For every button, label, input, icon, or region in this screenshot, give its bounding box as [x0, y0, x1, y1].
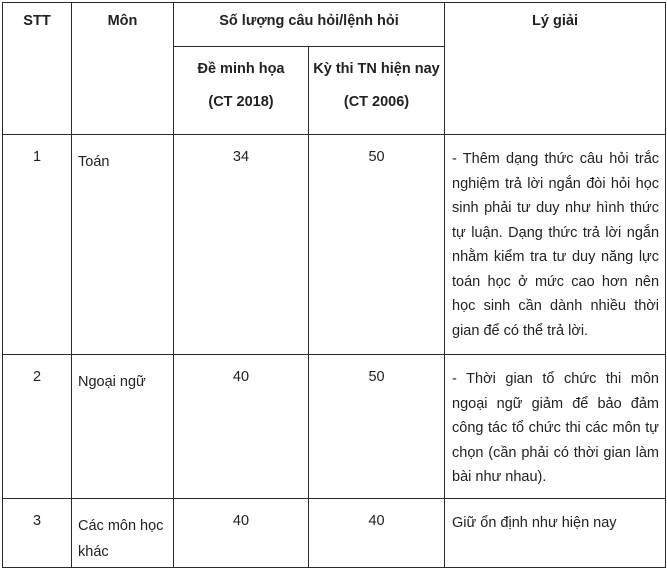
cell-ky-thi: 50: [309, 355, 445, 499]
cell-mon: Toán: [72, 135, 174, 355]
cell-de-minh-hoa: 34: [174, 135, 309, 355]
cell-mon: Ngoại ngữ: [72, 355, 174, 499]
header-ky-thi-label: Kỳ thi TN hiện nay: [313, 61, 440, 77]
header-de-minh-hoa: [174, 47, 309, 135]
header-de-minh-hoa-ct: (CT 2018): [208, 94, 274, 110]
cell-de-minh-hoa: 40: [174, 498, 309, 567]
table-row: [3, 355, 666, 499]
comparison-table: [2, 2, 666, 568]
cell-stt: 1: [3, 135, 72, 355]
cell-ky-thi: 50: [309, 135, 445, 355]
table-row: [3, 135, 666, 355]
cell-mon: Các môn học khác: [72, 498, 174, 567]
cell-ly-giai: Giữ ổn định như hiện nay: [445, 498, 666, 567]
header-ky-thi-ct: (CT 2006): [343, 94, 410, 110]
header-mon: Môn: [72, 3, 174, 135]
cell-stt: 3: [3, 498, 72, 567]
header-so-luong: Số lượng câu hỏi/lệnh hỏi: [174, 3, 445, 47]
header-row: [3, 3, 666, 47]
header-ly-giai: Lý giải: [445, 3, 666, 135]
cell-ky-thi: 40: [309, 498, 445, 567]
header-de-minh-hoa-label: Đề minh họa: [197, 61, 285, 77]
cell-ly-giai: - Thời gian tổ chức thi môn ngoại ngữ giảm để bảo đảm công tác tổ chức thi các môn tự chọn (cần phải có thời gian làm bài như nhau).: [445, 355, 666, 499]
header-ky-thi: [309, 47, 445, 135]
table-row: [3, 498, 666, 567]
cell-stt: 2: [3, 355, 72, 499]
cell-de-minh-hoa: 40: [174, 355, 309, 499]
header-stt: STT: [3, 3, 72, 135]
cell-ly-giai: - Thêm dạng thức câu hỏi trắc nghiệm trả lời ngắn đòi hỏi học sinh phải tư duy như hình thức tự luận. Dạng thức trả lời ngắn nhằm kiểm tra tư duy năng lực toán học ở mức cao hơn nên học sinh cần dành nhiều thời gian để có thể trả lời.: [445, 135, 666, 355]
